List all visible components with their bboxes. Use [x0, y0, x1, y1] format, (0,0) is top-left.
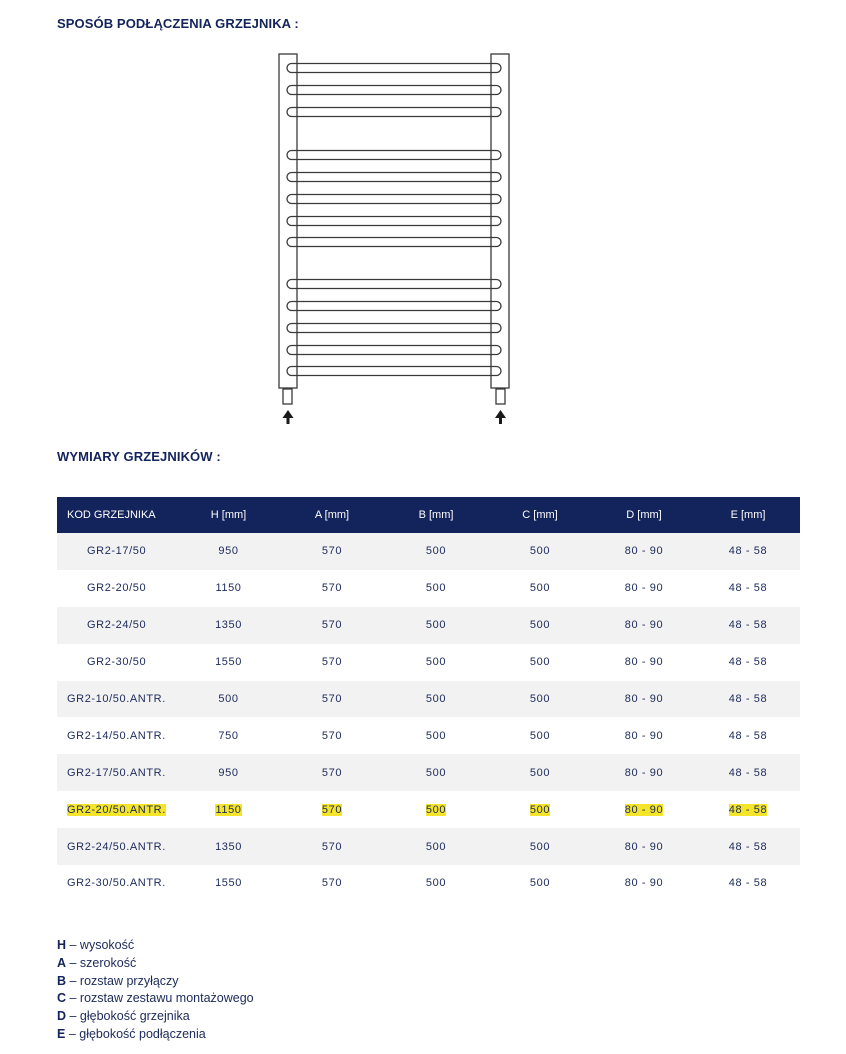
cell-c: 500 — [529, 877, 551, 890]
right-connector — [496, 389, 505, 404]
rail-9 — [287, 280, 501, 289]
cell-a: 570 — [321, 766, 343, 779]
table-row — [57, 607, 800, 644]
table-row-highlighted — [57, 791, 800, 828]
cell-e: 48 - 58 — [728, 840, 768, 853]
legend — [57, 937, 254, 1044]
radiator-drawing — [279, 54, 509, 404]
cell-code: GR2-20/50 — [87, 582, 147, 595]
cell-e: 48 - 58 — [728, 803, 768, 816]
cell-b: 500 — [425, 803, 447, 816]
rail-2 — [287, 86, 501, 95]
table-row — [57, 681, 800, 718]
cell-b: 500 — [425, 877, 447, 890]
cell-code: GR2-10/50.ANTR. — [67, 693, 166, 705]
cell-h: 1150 — [215, 803, 242, 816]
header-e: E [mm] — [730, 509, 766, 521]
cell-e: 48 - 58 — [728, 582, 768, 595]
dimensions-table — [57, 497, 800, 902]
cell-c: 500 — [529, 656, 551, 669]
flow-arrows — [283, 410, 507, 424]
table-row — [57, 865, 800, 902]
cell-e: 48 - 58 — [728, 766, 768, 779]
legend-item: E – głębokość podłączenia — [57, 1026, 206, 1041]
table-row — [57, 570, 800, 607]
connection-heading: SPOSÓB PODŁĄCZENIA GRZEJNIKA : — [57, 16, 299, 31]
rail-3 — [287, 108, 501, 117]
cell-d: 80 - 90 — [624, 656, 664, 669]
header-c: C [mm] — [522, 509, 558, 521]
rail-12 — [287, 346, 501, 355]
cell-b: 500 — [425, 766, 447, 779]
rail-5 — [287, 173, 501, 182]
cell-d: 80 - 90 — [624, 619, 664, 632]
rail-13 — [287, 367, 501, 376]
left-inlet-arrow-icon — [283, 410, 294, 424]
right-column — [491, 54, 509, 388]
cell-e: 48 - 58 — [728, 877, 768, 890]
rail-11 — [287, 324, 501, 333]
cell-h: 500 — [218, 693, 239, 705]
cell-a: 570 — [321, 840, 343, 853]
dimensions-heading: WYMIARY GRZEJNIKÓW : — [57, 449, 221, 464]
rails — [287, 64, 501, 376]
cell-a: 570 — [321, 729, 343, 742]
left-column — [279, 54, 297, 388]
legend-item: H – wysokość — [57, 938, 135, 952]
cell-code: GR2-24/50.ANTR. — [67, 840, 166, 853]
header-d: D [mm] — [626, 509, 662, 521]
cell-h: 1350 — [215, 840, 242, 853]
table-row — [57, 644, 800, 681]
cell-code: GR2-17/50.ANTR. — [67, 766, 166, 779]
legend-item: D – głębokość grzejnika — [57, 1009, 190, 1024]
legend-item: A – szerokość — [57, 955, 137, 970]
cell-b: 500 — [425, 656, 447, 669]
cell-d: 80 - 90 — [624, 729, 664, 742]
rail-1 — [287, 64, 501, 73]
cell-h: 950 — [218, 766, 239, 779]
cell-a: 570 — [321, 877, 343, 890]
right-inlet-arrow-icon — [495, 410, 506, 424]
cell-a: 570 — [321, 619, 343, 632]
cell-c: 500 — [529, 729, 551, 742]
table-row — [57, 828, 800, 865]
cell-c: 500 — [529, 803, 551, 816]
legend-item: B – rozstaw przyłączy — [57, 973, 179, 988]
cell-d: 80 - 90 — [624, 766, 664, 779]
cell-d: 80 - 90 — [624, 582, 664, 595]
table-row — [57, 754, 800, 791]
cell-a: 570 — [321, 582, 343, 595]
cell-b: 500 — [425, 619, 447, 632]
table-header-row — [57, 497, 800, 533]
cell-b: 500 — [425, 693, 447, 705]
cell-code: GR2-14/50.ANTR. — [67, 729, 166, 742]
cell-e: 48 - 58 — [728, 729, 768, 742]
cell-h: 1550 — [215, 656, 242, 669]
cell-d: 80 - 90 — [624, 545, 664, 558]
cell-e: 48 - 58 — [728, 619, 768, 632]
cell-code: GR2-20/50.ANTR. — [67, 803, 166, 816]
cell-b: 500 — [425, 840, 447, 853]
cell-c: 500 — [529, 766, 551, 779]
cell-d: 80 - 90 — [624, 877, 664, 890]
cell-d: 80 - 90 — [624, 803, 664, 816]
cell-h: 750 — [218, 729, 239, 742]
cell-c: 500 — [529, 693, 551, 705]
cell-d: 80 - 90 — [624, 693, 664, 705]
radiator-connection-diagram — [270, 48, 520, 428]
table-row — [57, 533, 800, 570]
cell-a: 570 — [321, 693, 343, 705]
cell-h: 1550 — [215, 877, 242, 890]
cell-a: 570 — [321, 656, 343, 669]
cell-e: 48 - 58 — [728, 656, 768, 669]
cell-h: 950 — [218, 545, 239, 558]
rail-10 — [287, 302, 501, 311]
header-code: KOD GRZEJNIKA — [67, 509, 156, 521]
rail-4 — [287, 151, 501, 160]
cell-b: 500 — [425, 545, 447, 558]
cell-b: 500 — [425, 582, 447, 595]
cell-a: 570 — [321, 545, 343, 558]
left-connector — [283, 389, 292, 404]
table-row — [57, 717, 800, 754]
cell-h: 1350 — [215, 619, 242, 632]
cell-code: GR2-17/50 — [87, 545, 147, 558]
header-b: B [mm] — [418, 509, 454, 521]
rail-8 — [287, 238, 501, 247]
header-h: H [mm] — [210, 509, 247, 521]
cell-b: 500 — [425, 729, 447, 742]
cell-c: 500 — [529, 619, 551, 632]
cell-code: GR2-24/50 — [87, 619, 147, 632]
cell-c: 500 — [529, 582, 551, 595]
cell-h: 1150 — [215, 582, 242, 595]
cell-code: GR2-30/50.ANTR. — [67, 877, 166, 890]
cell-e: 48 - 58 — [728, 545, 768, 558]
cell-c: 500 — [529, 545, 551, 558]
cell-d: 80 - 90 — [624, 840, 664, 853]
rail-6 — [287, 195, 501, 204]
legend-item: C – rozstaw zestawu montażowego — [57, 991, 254, 1006]
cell-e: 48 - 58 — [728, 693, 768, 705]
cell-a: 570 — [321, 803, 343, 816]
cell-code: GR2-30/50 — [87, 656, 147, 669]
cell-c: 500 — [529, 840, 551, 853]
header-a: A [mm] — [314, 509, 350, 521]
rail-7 — [287, 217, 501, 226]
